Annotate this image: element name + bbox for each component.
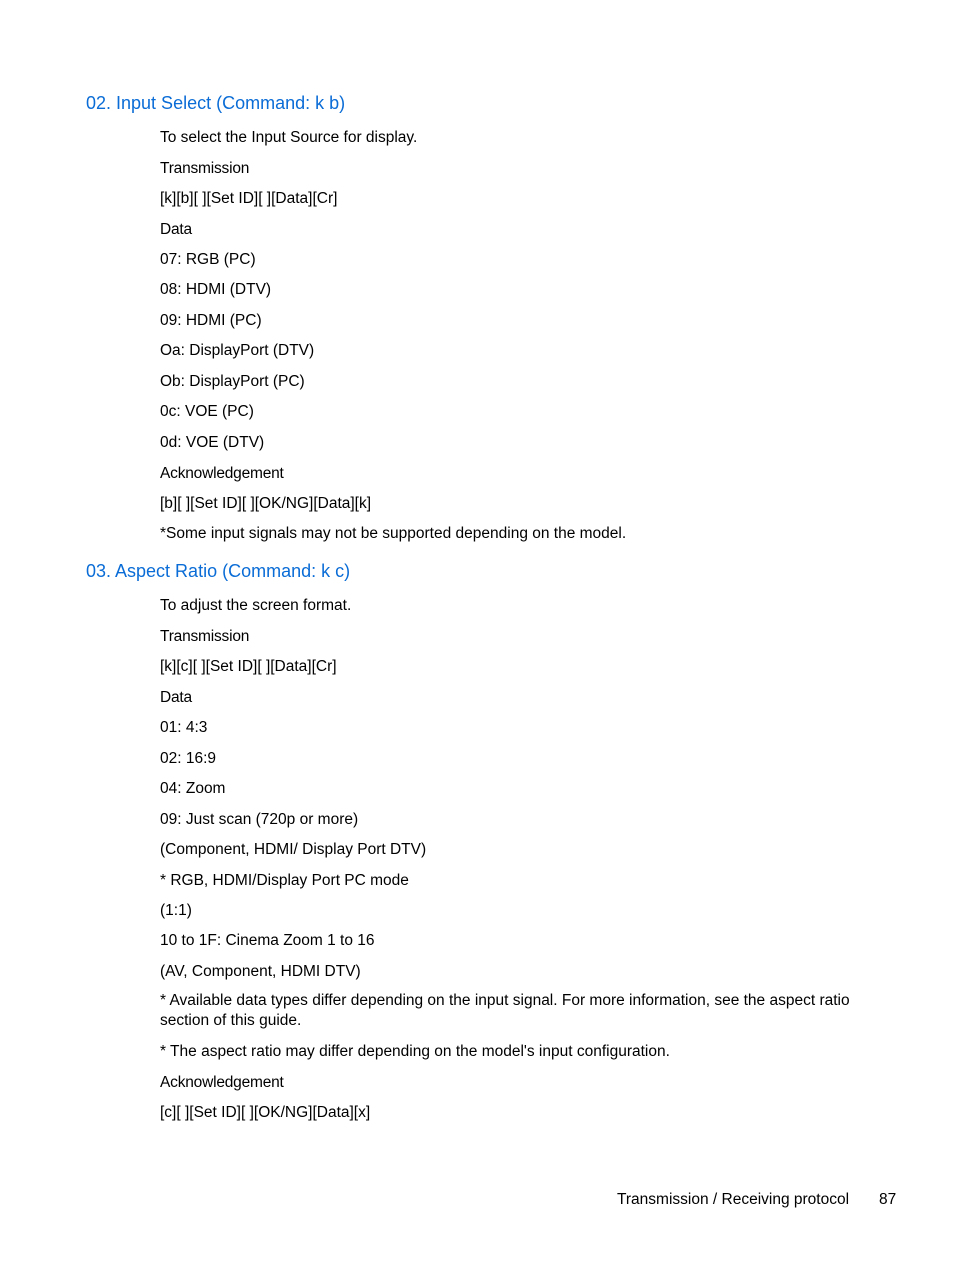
section-03-data-item: 01: 4:3 — [160, 719, 208, 736]
section-02-data-item: 07: RGB (PC) — [160, 251, 256, 268]
section-02-data-item: 09: HDMI (PC) — [160, 312, 262, 329]
section-02-heading: 02. Input Select (Command: k b) — [86, 93, 346, 113]
section-03-data-item: 02: 16:9 — [160, 750, 217, 767]
section-03-data-label: Data — [160, 689, 192, 706]
section-02-data-item: 0d: VOE (DTV) — [160, 434, 265, 451]
section-02-data-item: 08: HDMI (DTV) — [160, 281, 272, 298]
section-03-data-item: (Component, HDMI/ Display Port DTV) — [160, 841, 427, 858]
section-02-note: *Some input signals may not be supported depending on the model. — [160, 525, 627, 542]
section-03-note-1: * Available data types differ depending on the input signal. For more information, see the aspect ratio section of this guide. — [160, 992, 850, 1029]
section-02-data-label: Data — [160, 221, 192, 238]
section-02-data-item: 0c: VOE (PC) — [160, 403, 254, 420]
section-03-transmission-value: [k][c][ ][Set ID][ ][Data][Cr] — [160, 658, 337, 675]
section-03-note-2: * The aspect ratio may differ depending on the model's input configuration. — [160, 1043, 670, 1060]
section-03-heading: 03. Aspect Ratio (Command: k c) — [86, 561, 351, 581]
section-02-intro: To select the Input Source for display. — [160, 129, 418, 146]
section-02-data-item: Ob: DisplayPort (PC) — [160, 373, 305, 390]
footer-page-number: 87 — [879, 1191, 897, 1208]
section-03-data-item: 10 to 1F: Cinema Zoom 1 to 16 — [160, 932, 375, 949]
section-03-data-item: 04: Zoom — [160, 780, 226, 797]
section-03-transmission-label: Transmission — [160, 628, 250, 645]
section-03-data-item: (AV, Component, HDMI DTV) — [160, 963, 361, 980]
section-02-transmission-value: [k][b][ ][Set ID][ ][Data][Cr] — [160, 190, 338, 207]
section-02-ack-value: [b][ ][Set ID][ ][OK/NG][Data][k] — [160, 495, 372, 512]
footer-title: Transmission / Receiving protocol — [617, 1191, 850, 1208]
section-02-ack-label: Acknowledgement — [160, 465, 284, 482]
section-02-transmission-label: Transmission — [160, 160, 250, 177]
section-02-data-item: Oa: DisplayPort (DTV) — [160, 342, 315, 359]
section-03-data-item: (1:1) — [160, 902, 192, 919]
section-03-intro: To adjust the screen format. — [160, 597, 352, 614]
section-03-ack-label: Acknowledgement — [160, 1074, 284, 1091]
section-03-ack-value: [c][ ][Set ID][ ][OK/NG][Data][x] — [160, 1104, 371, 1121]
section-03-data-item: * RGB, HDMI/Display Port PC mode — [160, 872, 409, 889]
section-03-data-item: 09: Just scan (720p or more) — [160, 811, 359, 828]
